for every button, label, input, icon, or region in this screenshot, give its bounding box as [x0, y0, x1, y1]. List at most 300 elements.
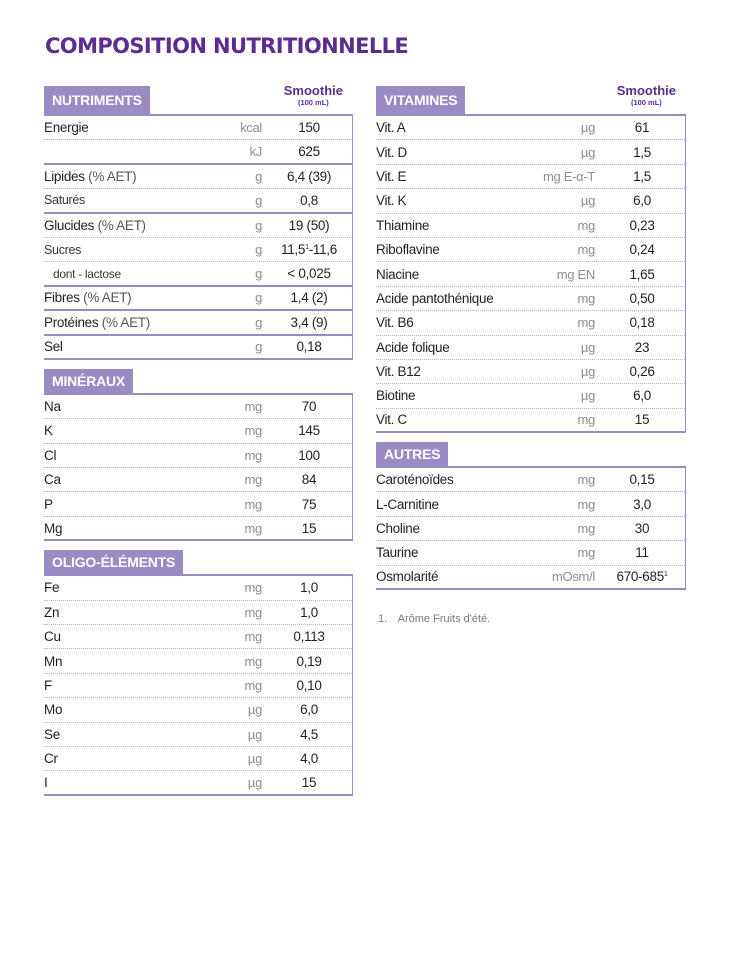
nutrient-value	[599, 291, 685, 306]
nutrient-unit: µg	[580, 339, 595, 355]
oligo-header	[44, 547, 353, 576]
vitamines-section	[376, 80, 686, 433]
nutrient-unit: µg	[580, 364, 595, 380]
nutrient-name-text: Protéines	[44, 314, 99, 330]
nutrient-name-text: Acide pantothénique	[376, 290, 494, 306]
nutrient-unit: g	[255, 192, 262, 208]
nutrient-value-text: 0,26	[629, 364, 655, 380]
nutrient-name-qualifier: (% AET)	[94, 217, 146, 233]
nutrient-value	[266, 629, 352, 644]
nutrient-unit: mg	[244, 653, 262, 669]
nutrient-value-text: < 0,025	[287, 266, 331, 282]
nutrient-unit: µg	[247, 726, 262, 742]
nutrient-name	[376, 315, 495, 330]
nutrient-value-text: 1,5	[633, 168, 651, 184]
nutrient-unit: mg	[244, 678, 262, 693]
nutrient-value-text: 0,15	[629, 472, 655, 488]
mineraux-row	[44, 492, 352, 516]
nutrient-value	[266, 497, 352, 512]
nutrient-value-text: 0,113	[293, 629, 325, 645]
nutrient-value	[266, 290, 352, 305]
footnote-text: Arôme Fruits d'été.	[397, 613, 491, 625]
mineraux-row	[44, 395, 352, 419]
nutrient-value	[599, 521, 685, 536]
nutrient-value	[266, 727, 352, 742]
nutrient-name	[44, 290, 178, 305]
nutrient-name	[44, 521, 178, 536]
nutrient-name	[376, 193, 495, 208]
nutrient-name	[44, 399, 178, 414]
autres-row	[376, 541, 685, 565]
nutrient-value-text: 0,50	[629, 290, 655, 306]
nutrient-value-text: 3,0	[633, 496, 651, 512]
oligo-row	[44, 625, 352, 649]
nutrient-value	[266, 169, 352, 184]
nutrient-unit: mg	[577, 315, 595, 331]
nutrient-value	[266, 521, 352, 536]
nutrient-value-text: 150	[298, 120, 320, 136]
oligo-row	[44, 698, 352, 722]
nutrient-value	[599, 340, 685, 355]
nutrient-unit: mg	[244, 580, 262, 596]
nutrient-unit: µg	[247, 775, 262, 791]
nutrient-unit: mOsm/l	[552, 569, 595, 585]
nutrient-unit: mg	[577, 472, 595, 488]
nutrient-unit: mg	[244, 496, 262, 512]
nutrient-unit: kJ	[249, 144, 262, 160]
nutrient-name-text: K	[44, 423, 53, 439]
nutrient-name	[44, 678, 178, 693]
vitamines-header	[376, 80, 686, 116]
nutrient-value-text: 3,4 (9)	[290, 314, 328, 330]
nutrient-value	[599, 388, 685, 403]
nutrient-name-text: Energie	[44, 120, 89, 136]
smoothie-volume-label: (100 mL)	[297, 98, 329, 107]
nutrient-value	[266, 218, 352, 233]
autres-header	[376, 439, 686, 468]
nutrient-name	[376, 340, 495, 355]
oligo-row	[44, 674, 352, 698]
vitamines-row	[376, 336, 685, 360]
mineraux-row	[44, 517, 352, 541]
oligo-rule	[44, 574, 353, 576]
nutrient-value	[266, 193, 352, 208]
mineraux-section	[44, 366, 353, 541]
vitamines-row	[376, 409, 685, 433]
nutrient-value-text: 1,65	[629, 266, 655, 282]
nutrient-value-text: 75	[301, 496, 317, 512]
nutrient-value	[599, 145, 685, 160]
nutrient-name	[44, 339, 178, 354]
nutrient-name-text: Choline	[376, 521, 420, 537]
nutrient-name-qualifier: (% AET)	[84, 168, 137, 184]
nutrient-value	[266, 144, 352, 159]
autres-row	[376, 492, 685, 516]
mineraux-row	[44, 468, 352, 492]
nutrient-name	[44, 751, 178, 766]
nutrient-value-text: 625	[298, 144, 320, 160]
nutrient-name	[376, 521, 495, 536]
nutriments-section	[44, 80, 353, 360]
nutrient-name-text: Na	[44, 399, 61, 415]
nutrient-name-text: P	[44, 496, 53, 512]
nutrient-name	[44, 497, 178, 512]
nutriments-header	[44, 80, 353, 116]
nutrient-name	[376, 291, 495, 306]
nutrient-unit: mg E-α-T	[542, 168, 595, 184]
vitamines-rows	[376, 116, 686, 433]
nutrient-name	[376, 169, 495, 184]
nutrient-value-text: 84	[301, 472, 317, 488]
nutrient-name-text: Biotine	[376, 388, 416, 404]
nutrient-value	[599, 569, 685, 584]
footnote	[378, 613, 490, 625]
nutriments-rows	[44, 116, 353, 360]
nutrient-unit: g	[255, 339, 262, 355]
nutrient-value	[266, 654, 352, 669]
nutrient-name	[44, 315, 178, 330]
nutrient-value	[599, 472, 685, 487]
nutriments-row	[44, 262, 352, 286]
nutrient-unit: µg	[580, 193, 595, 209]
nutrient-value-text: 670-685	[616, 569, 664, 585]
nutrient-name	[376, 472, 495, 487]
nutrient-name-text: Niacine	[376, 266, 419, 282]
smoothie-label: Smoothie	[283, 83, 343, 98]
oligo-rows	[44, 576, 353, 796]
vitamines-row	[376, 165, 685, 189]
nutrient-name-text: Cl	[44, 447, 57, 463]
nutrient-unit: mg	[577, 545, 595, 561]
nutriments-row	[44, 336, 352, 360]
nutrient-value-text: 6,0	[300, 702, 318, 718]
footnote-ref: 1	[663, 571, 668, 579]
nutrient-value-text: 6,4 (39)	[286, 168, 332, 184]
nutrient-value-text: 4,0	[300, 751, 318, 767]
autres-row	[376, 468, 685, 492]
oligo-row	[44, 771, 352, 795]
nutrient-name-text: dont - lactose	[53, 266, 121, 281]
vitamines-row	[376, 140, 685, 164]
nutrient-unit: g	[255, 168, 262, 184]
nutrient-value-text: 0,19	[296, 653, 322, 669]
nutrient-value-text: 1,5	[633, 144, 651, 160]
nutrient-value	[266, 580, 352, 595]
nutrient-unit: µg	[247, 702, 262, 718]
oligo-row	[44, 601, 352, 625]
nutrient-value	[266, 702, 352, 717]
nutrient-value-text: 6,0	[633, 193, 651, 209]
nutrient-name-text: Saturés	[44, 193, 85, 208]
nutrient-value-text: 1,4 (2)	[290, 290, 328, 306]
nutrient-unit: mg	[577, 217, 595, 233]
nutrient-value	[266, 266, 352, 281]
nutrient-value-tail: -11,6	[308, 242, 337, 258]
nutrient-name-text: Osmolarité	[376, 569, 439, 585]
nutrient-value	[266, 605, 352, 620]
nutrient-value-text: 70	[301, 399, 317, 415]
nutrient-value-text: 1,0	[300, 604, 318, 620]
nutrient-unit: mg	[577, 290, 595, 306]
nutrient-name-text: Mn	[44, 653, 63, 669]
nutrient-value-text: 0,8	[300, 192, 318, 208]
nutrient-value	[266, 678, 352, 693]
nutrient-name-text: F	[44, 678, 52, 693]
nutrient-name-text: Vit. B6	[376, 315, 414, 331]
nutrient-name	[376, 218, 495, 233]
nutrient-value-text: 0,24	[629, 242, 655, 258]
mineraux-rule	[44, 393, 353, 395]
nutrient-name	[376, 145, 495, 160]
nutrient-value	[599, 497, 685, 512]
nutrient-value	[266, 399, 352, 414]
nutrient-unit: mg EN	[556, 266, 595, 282]
vitamines-rule	[376, 114, 686, 116]
nutrient-name-text: Acide folique	[376, 339, 450, 355]
nutrient-name	[44, 629, 178, 644]
nutrient-value	[266, 339, 352, 354]
vitamines-row	[376, 262, 685, 286]
nutrient-name-text: Caroténoïdes	[376, 472, 454, 488]
oligo-label: OLIGO-ÉLÉMENTS	[44, 550, 183, 574]
nutrient-name	[376, 569, 495, 584]
nutrient-unit: mg	[244, 472, 262, 488]
nutrient-name-text: Thiamine	[376, 217, 430, 233]
footnote-number: 1.	[378, 613, 388, 625]
nutrient-unit: g	[255, 242, 262, 258]
nutrient-name-text: Vit. B12	[376, 364, 421, 380]
nutrient-name-text: L-Carnitine	[376, 496, 439, 512]
nutrient-name-text: Cr	[44, 751, 58, 767]
nutrient-name-text: Vit. E	[376, 168, 407, 184]
nutriments-row	[44, 214, 352, 238]
nutrient-unit: mg	[577, 242, 595, 258]
nutrient-name-text: Lipides	[44, 168, 85, 184]
nutrient-name	[44, 193, 178, 207]
left-column	[44, 80, 353, 796]
vitamines-row	[376, 360, 685, 384]
nutrient-value-text: 0,23	[629, 217, 655, 233]
autres-row	[376, 566, 685, 590]
oligo-row	[44, 723, 352, 747]
vitamines-row	[376, 384, 685, 408]
nutrient-value-text: 1,0	[300, 580, 318, 596]
nutrient-unit: mg	[244, 629, 262, 645]
nutrient-name-text: Vit. D	[376, 144, 407, 160]
page-title: COMPOSITION NUTRITIONNELLE	[45, 34, 409, 58]
nutrient-unit: g	[255, 314, 262, 330]
nutriments-row	[44, 116, 352, 140]
nutrient-value	[266, 472, 352, 487]
smoothie-column-header	[284, 84, 343, 107]
nutrient-name-text: Mo	[44, 702, 63, 718]
vitamines-label: VITAMINES	[376, 86, 465, 114]
nutrient-name	[376, 497, 495, 512]
nutrient-unit: g	[255, 217, 262, 233]
autres-rule	[376, 466, 686, 468]
nutrient-name-text: I	[44, 775, 48, 791]
nutrient-name	[376, 242, 495, 257]
nutrient-unit: mg	[577, 496, 595, 512]
nutrient-value-text: 0,10	[296, 678, 322, 693]
nutriments-row	[44, 140, 352, 164]
nutrient-name	[44, 120, 178, 135]
oligo-row	[44, 576, 352, 600]
nutriments-row	[44, 287, 352, 311]
nutrient-value	[599, 193, 685, 208]
nutrient-unit: mg	[577, 412, 595, 428]
nutrient-value	[599, 169, 685, 184]
nutrient-name	[44, 218, 178, 233]
nutrient-name-qualifier: (% AET)	[98, 314, 150, 330]
autres-section	[376, 439, 686, 590]
nutrient-name	[44, 727, 178, 742]
nutrient-name	[44, 580, 178, 595]
nutrient-value	[599, 218, 685, 233]
nutrient-value	[599, 364, 685, 379]
vitamines-row	[376, 287, 685, 311]
autres-row	[376, 517, 685, 541]
nutrient-value	[599, 412, 685, 427]
nutrient-name	[44, 605, 178, 620]
nutrient-name-text: Vit. A	[376, 120, 406, 136]
nutrient-name	[376, 267, 495, 282]
nutrient-unit: mg	[244, 520, 262, 536]
right-column	[376, 80, 686, 590]
nutrient-name-text: Glucides	[44, 217, 95, 233]
nutrient-value-text: 0,18	[629, 315, 655, 331]
nutrient-value	[599, 120, 685, 135]
nutrient-name-text: Sucres	[44, 242, 82, 257]
nutriments-label: NUTRIMENTS	[44, 86, 150, 114]
nutrient-unit: µg	[580, 120, 595, 136]
nutriments-row	[44, 311, 352, 335]
nutrient-name	[376, 364, 495, 379]
nutrient-value	[266, 315, 352, 330]
mineraux-row	[44, 419, 352, 443]
nutrient-value-text: 0,18	[296, 339, 322, 355]
nutrient-name-text: Zn	[44, 604, 60, 620]
vitamines-row	[376, 116, 685, 140]
nutrient-name-text: Ca	[44, 472, 61, 488]
vitamines-row	[376, 238, 685, 262]
nutriments-row	[44, 189, 352, 213]
nutrient-name-text: Mg	[44, 520, 63, 536]
mineraux-rows	[44, 395, 353, 541]
footnote-ref: 1	[305, 244, 309, 252]
nutrient-name-text: Fe	[44, 580, 60, 596]
nutriments-rule	[44, 114, 353, 116]
nutrient-value-text: 15	[301, 520, 317, 536]
nutrient-name	[44, 423, 178, 438]
nutrient-name	[44, 448, 178, 463]
oligo-row	[44, 747, 352, 771]
nutrient-value-text: 61	[634, 120, 650, 136]
nutrient-name-text: Fibres	[44, 290, 80, 306]
nutrient-value	[599, 242, 685, 257]
nutrient-unit: mg	[577, 521, 595, 537]
nutrient-name-qualifier: (% AET)	[79, 290, 132, 306]
vitamines-row	[376, 189, 685, 213]
nutrient-value-text: 4,5	[300, 726, 318, 742]
smoothie-label-right: Smoothie	[616, 83, 676, 98]
nutrient-name	[44, 654, 178, 669]
nutriments-row	[44, 238, 352, 262]
nutrient-unit: µg	[247, 751, 262, 767]
nutrient-value	[266, 775, 352, 790]
nutrient-value-text: 15	[634, 412, 650, 428]
nutrient-name-text: Vit. C	[376, 412, 407, 428]
nutrient-value-text: 23	[634, 339, 650, 355]
nutrient-name	[376, 120, 495, 135]
mineraux-header	[44, 366, 353, 395]
nutrient-value	[266, 751, 352, 766]
nutrient-value-text: 11,5	[281, 242, 306, 258]
smoothie-column-header-right	[617, 84, 676, 107]
nutrient-unit: µg	[580, 388, 595, 404]
mineraux-label: MINÉRAUX	[44, 369, 133, 393]
nutrient-name	[44, 775, 178, 790]
nutrient-value-text: 15	[301, 775, 317, 791]
nutrient-name-text: Riboflavine	[376, 242, 440, 258]
nutrient-value-text: 145	[298, 423, 320, 439]
nutrient-value	[266, 423, 352, 438]
nutrient-unit: mg	[244, 423, 262, 439]
nutrient-name	[44, 243, 178, 257]
nutrient-value-text: 11	[635, 545, 649, 561]
oligo-section	[44, 547, 353, 796]
nutrient-name-text: Se	[44, 726, 60, 742]
nutrient-unit: mg	[244, 399, 262, 415]
nutrient-value-text: 6,0	[633, 388, 651, 404]
vitamines-row	[376, 214, 685, 238]
nutrient-unit: mg	[244, 447, 262, 463]
vitamines-row	[376, 311, 685, 335]
nutrient-value	[266, 120, 352, 135]
nutrient-name-text: Vit. K	[376, 193, 407, 209]
nutrient-value-text: 19 (50)	[288, 217, 330, 233]
nutrient-name-text: Sel	[44, 339, 63, 355]
nutrient-name-text: Taurine	[376, 545, 419, 561]
nutrient-unit: mg	[244, 604, 262, 620]
nutrient-unit: µg	[580, 144, 595, 160]
nutrient-unit: g	[255, 266, 262, 282]
smoothie-volume-label-right: (100 mL)	[630, 98, 662, 107]
autres-label: AUTRES	[376, 442, 448, 466]
nutrient-value	[599, 267, 685, 282]
nutrient-name	[376, 388, 495, 403]
nutrient-value-text: 100	[298, 447, 320, 463]
nutrient-value	[266, 448, 352, 463]
nutrient-value-text: 30	[634, 521, 650, 537]
nutrient-name	[44, 267, 178, 281]
nutrient-name	[44, 169, 178, 184]
nutrient-name-text: Cu	[44, 629, 61, 645]
nutrient-unit: kcal	[240, 120, 262, 136]
nutrient-value	[266, 242, 352, 257]
nutrient-name	[376, 412, 495, 427]
nutrient-unit: g	[255, 290, 262, 306]
nutriments-row	[44, 165, 352, 189]
nutrient-name	[44, 472, 178, 487]
nutrient-name	[376, 545, 495, 560]
nutrient-name	[44, 702, 178, 717]
autres-rows	[376, 468, 686, 590]
oligo-row	[44, 649, 352, 673]
nutrient-value	[599, 545, 685, 560]
nutrient-value	[599, 315, 685, 330]
mineraux-row	[44, 444, 352, 468]
